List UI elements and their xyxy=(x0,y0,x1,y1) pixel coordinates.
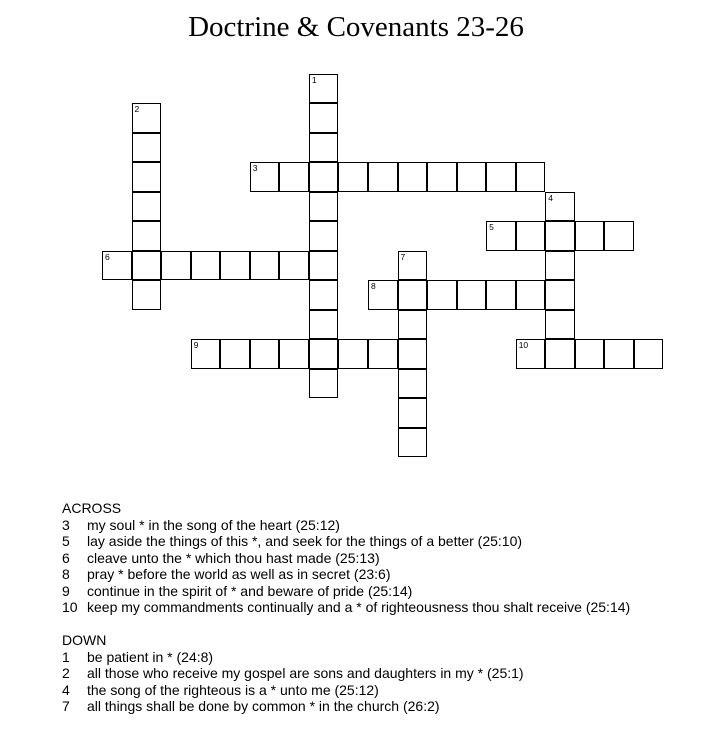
grid-cell[interactable] xyxy=(604,339,634,369)
grid-cell[interactable] xyxy=(516,162,546,192)
down-clue-2 xyxy=(62,665,524,682)
grid-cell[interactable] xyxy=(132,221,162,251)
grid-cell[interactable] xyxy=(250,162,280,192)
grid-cell[interactable] xyxy=(132,133,162,163)
grid-cell[interactable] xyxy=(398,339,428,369)
grid-cell[interactable] xyxy=(279,251,309,281)
grid-cell[interactable] xyxy=(368,339,398,369)
clue-number: 10 xyxy=(62,599,78,615)
grid-cell[interactable] xyxy=(338,162,368,192)
grid-cell[interactable] xyxy=(309,103,339,133)
grid-cell[interactable] xyxy=(309,251,339,281)
grid-cell[interactable] xyxy=(516,280,546,310)
grid-cell[interactable] xyxy=(427,280,457,310)
clue-text: pray * before the world as well as in secret (23:6) xyxy=(87,566,391,582)
clue-text: lay aside the things of this *, and seek for the things of a better (25:10) xyxy=(87,533,523,549)
grid-cell[interactable] xyxy=(309,369,339,399)
grid-cell[interactable] xyxy=(220,339,250,369)
grid-cell[interactable] xyxy=(220,251,250,281)
grid-cell[interactable] xyxy=(250,251,280,281)
clue-text: cleave unto the * which thou hast made (25:13) xyxy=(87,549,380,566)
grid-cell[interactable] xyxy=(279,162,309,192)
grid-cell[interactable] xyxy=(457,280,487,310)
clue-text: all those who receive my gospel are sons and daughters in my * (25:1) xyxy=(87,665,524,681)
grid-cell[interactable] xyxy=(604,221,634,251)
across-heading: ACROSS xyxy=(62,500,122,516)
grid-cell[interactable] xyxy=(309,310,339,340)
grid-cell[interactable] xyxy=(545,251,575,281)
across-clue-8 xyxy=(62,566,630,583)
grid-cell[interactable] xyxy=(102,251,132,281)
clue-number: 1 xyxy=(62,648,70,665)
grid-cell[interactable] xyxy=(486,162,516,192)
across-clues xyxy=(62,500,630,616)
grid-cell[interactable] xyxy=(309,162,339,192)
clue-number: 3 xyxy=(62,516,70,533)
clue-text: my soul * in the song of the heart (25:12) xyxy=(87,516,340,533)
grid-cell[interactable] xyxy=(132,162,162,192)
down-clue-4 xyxy=(62,682,524,699)
down-clue-1 xyxy=(62,649,524,666)
grid-cell[interactable] xyxy=(309,192,339,222)
grid-cell[interactable] xyxy=(398,369,428,399)
clue-text: all things shall be done by common * in the church (26:2) xyxy=(87,698,440,714)
grid-cell[interactable] xyxy=(368,162,398,192)
across-clue-5 xyxy=(62,533,630,550)
cell-number: 3 xyxy=(252,163,258,173)
grid-cell[interactable] xyxy=(250,339,280,369)
down-heading: DOWN xyxy=(62,632,107,648)
grid-cell[interactable] xyxy=(545,310,575,340)
grid-cell[interactable] xyxy=(398,398,428,428)
grid-cell[interactable] xyxy=(545,339,575,369)
cell-number: 1 xyxy=(311,74,317,85)
down-clue-7 xyxy=(62,698,524,715)
cell-number: 2 xyxy=(134,104,140,114)
cell-number: 8 xyxy=(370,281,376,291)
grid-cell[interactable] xyxy=(516,221,546,251)
clue-text: the song of the righteous is a * unto me (25:12) xyxy=(87,681,379,698)
grid-cell[interactable] xyxy=(161,251,191,281)
cell-number: 6 xyxy=(105,251,110,262)
grid-cell[interactable] xyxy=(191,251,221,281)
grid-cell[interactable] xyxy=(545,221,575,251)
grid-cell[interactable] xyxy=(634,339,664,369)
grid-cell[interactable] xyxy=(338,339,368,369)
grid-cell[interactable] xyxy=(309,133,339,163)
cell-number: 5 xyxy=(489,222,494,232)
grid-cell[interactable] xyxy=(575,339,605,369)
cell-number: 10 xyxy=(518,340,529,350)
grid-cell[interactable] xyxy=(486,280,516,310)
grid-cell[interactable] xyxy=(398,310,428,340)
grid-cell[interactable] xyxy=(132,251,162,281)
grid-cell[interactable] xyxy=(457,162,487,192)
grid-cell[interactable] xyxy=(545,280,575,310)
grid-cell[interactable] xyxy=(279,339,309,369)
grid-cell[interactable] xyxy=(132,103,162,133)
grid-cell[interactable] xyxy=(398,428,428,458)
clue-text: continue in the spirit of * and beware of pride (25:14) xyxy=(87,582,413,599)
clue-text: be patient in * (24:8) xyxy=(87,648,214,665)
puzzle-title: Doctrine & Covenants 23-26 xyxy=(188,11,524,43)
across-clue-3 xyxy=(62,517,630,534)
grid-cell[interactable] xyxy=(398,280,428,310)
cell-number: 9 xyxy=(193,340,199,350)
grid-cell[interactable] xyxy=(132,192,162,222)
cell-number: 7 xyxy=(400,251,406,262)
across-clue-6 xyxy=(62,550,630,567)
clue-text: keep my commandments continually and a * of righteousness thou shalt receive (25:14) xyxy=(87,599,631,615)
grid-cell[interactable] xyxy=(486,221,516,251)
clue-number: 6 xyxy=(62,549,70,566)
grid-cell[interactable] xyxy=(309,339,339,369)
across-clue-9 xyxy=(62,583,630,600)
grid-cell[interactable] xyxy=(427,162,457,192)
grid-cell[interactable] xyxy=(368,280,398,310)
grid-cell[interactable] xyxy=(575,221,605,251)
grid-cell[interactable] xyxy=(398,251,428,281)
cell-number: 4 xyxy=(548,192,553,203)
clue-number: 4 xyxy=(62,681,70,698)
down-clues xyxy=(62,632,524,715)
clue-number: 8 xyxy=(62,566,70,582)
clue-number: 2 xyxy=(62,665,70,681)
grid-cell[interactable] xyxy=(309,74,339,104)
grid-cell[interactable] xyxy=(309,221,339,251)
grid-cell[interactable] xyxy=(191,339,221,369)
grid-cell[interactable] xyxy=(132,280,162,310)
across-clue-10 xyxy=(62,599,630,616)
grid-cell[interactable] xyxy=(309,280,339,310)
clue-number: 9 xyxy=(62,582,70,599)
grid-cell[interactable] xyxy=(545,192,575,222)
grid-cell[interactable] xyxy=(516,339,546,369)
grid-cell[interactable] xyxy=(398,162,428,192)
clue-number: 5 xyxy=(62,533,70,549)
clue-number: 7 xyxy=(62,698,70,714)
